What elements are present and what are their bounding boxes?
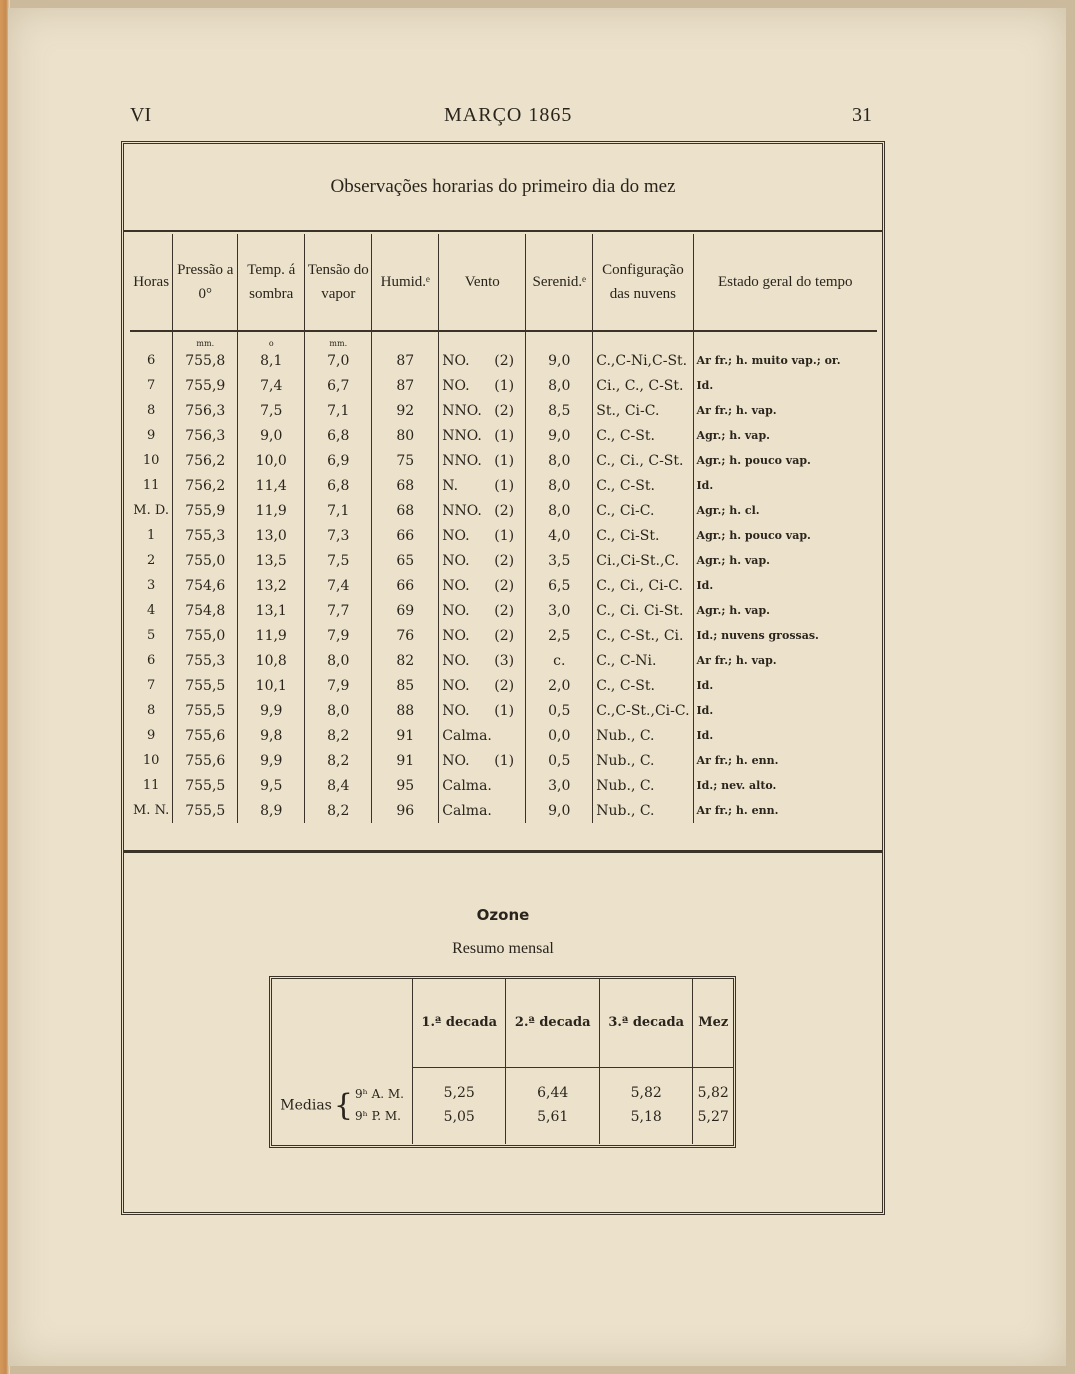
unit-pressao: mm.: [173, 331, 238, 348]
cell-serenid: 0,5: [526, 748, 593, 773]
cell-humid: 65: [372, 548, 439, 573]
cell-serenid: 8,0: [526, 448, 593, 473]
units-row: [130, 331, 877, 348]
cell-pressao: 756,3: [173, 398, 238, 423]
cell-temp: 13,1: [238, 598, 305, 623]
cell-humid: 91: [372, 723, 439, 748]
vento-direcao: N.: [442, 477, 459, 494]
cell-tensao: 7,3: [305, 523, 372, 548]
cell-estado: Id.: [693, 723, 877, 748]
cell-humid: 87: [372, 348, 439, 373]
cell-hora: M. D.: [133, 503, 169, 518]
cell-serenid: 3,0: [526, 773, 593, 798]
col-nuvens: Configuração das nuvens: [593, 234, 693, 331]
cell-temp: 9,5: [238, 773, 305, 798]
cell-temp: 8,9: [238, 798, 305, 823]
vento-forca: (1): [494, 427, 515, 444]
cell-nuvens: Nub., C.: [593, 723, 693, 748]
ozone-col-decada-1: 1.ª decada: [413, 979, 506, 1068]
cell-tensao: 8,0: [305, 698, 372, 723]
table-row: [130, 573, 877, 598]
cell-humid: 91: [372, 748, 439, 773]
cell-estado: Ar fr.; h. muito vap.; or.: [693, 348, 877, 373]
vento-direcao: Calma.: [442, 802, 492, 819]
medias-label: Medias: [280, 1097, 332, 1114]
vento-direcao: NO.: [442, 577, 470, 594]
vento-direcao: NO.: [442, 552, 470, 569]
ozone-medias-row: [272, 1068, 733, 1145]
cell-humid: 66: [372, 573, 439, 598]
vento-forca: (2): [494, 677, 515, 694]
col-vento: Vento: [439, 234, 526, 331]
table-row: [130, 373, 877, 398]
cell-serenid: 8,5: [526, 398, 593, 423]
cell-serenid: 9,0: [526, 348, 593, 373]
cell-vento: [439, 773, 526, 798]
cell-pressao: 755,6: [173, 723, 238, 748]
ozone-header-row: [272, 979, 733, 1068]
cell-humid: 69: [372, 598, 439, 623]
ozone-cell-3: 5,82 5,18: [599, 1068, 692, 1145]
cell-serenid: 3,5: [526, 548, 593, 573]
cell-vento: [439, 748, 526, 773]
cell-estado: Agr.; h. vap.: [693, 423, 877, 448]
cell-temp: 13,2: [238, 573, 305, 598]
cell-tensao: 6,8: [305, 423, 372, 448]
cell-hora: 5: [146, 628, 156, 643]
ozone-table-frame: [269, 976, 736, 1148]
cell-tensao: 7,4: [305, 573, 372, 598]
vento-forca: (1): [494, 527, 515, 544]
cell-pressao: 755,0: [173, 548, 238, 573]
cell-humid: 87: [372, 373, 439, 398]
cell-tensao: 6,7: [305, 373, 372, 398]
cell-nuvens: Nub., C.: [593, 798, 693, 823]
cell-vento: [439, 448, 526, 473]
cell-serenid: 3,0: [526, 598, 593, 623]
cell-serenid: 0,5: [526, 698, 593, 723]
cell-vento: [439, 523, 526, 548]
cell-humid: 68: [372, 498, 439, 523]
vento-forca: (2): [494, 577, 515, 594]
cell-tensao: 6,9: [305, 448, 372, 473]
ozone-cell-mez: 5,82 5,27: [693, 1068, 733, 1145]
cell-hora: 7: [146, 378, 156, 393]
cell-pressao: 755,5: [173, 698, 238, 723]
cell-serenid: 2,5: [526, 623, 593, 648]
vento-forca: (3): [494, 652, 515, 669]
cell-hora: 6: [146, 353, 156, 368]
cell-pressao: 754,6: [173, 573, 238, 598]
cell-temp: 9,0: [238, 423, 305, 448]
cell-humid: 88: [372, 698, 439, 723]
cell-pressao: 755,8: [173, 348, 238, 373]
vento-direcao: NO.: [442, 677, 470, 694]
cell-hora: M. N.: [133, 803, 170, 818]
cell-nuvens: C.,C-Ni,C-St.: [593, 348, 693, 373]
vento-direcao: NNO.: [442, 402, 482, 419]
cell-vento: [439, 548, 526, 573]
cell-estado: Id.: [693, 573, 877, 598]
cell-tensao: 7,9: [305, 673, 372, 698]
running-title: MARÇO 1865: [444, 104, 573, 126]
cell-tensao: 8,0: [305, 648, 372, 673]
cell-pressao: 755,3: [173, 523, 238, 548]
col-horas: Horas: [130, 234, 173, 331]
cell-vento: [439, 698, 526, 723]
column-header-row: [130, 234, 877, 331]
ozone-col-mez: Mez: [693, 979, 733, 1068]
cell-temp: 10,0: [238, 448, 305, 473]
cell-vento: [439, 723, 526, 748]
vento-direcao: NNO.: [442, 452, 482, 469]
cell-tensao: 8,2: [305, 798, 372, 823]
page-number: 31: [852, 104, 872, 126]
cell-nuvens: Ci., C., C-St.: [593, 373, 693, 398]
table-row: [130, 498, 877, 523]
cell-serenid: 2,0: [526, 673, 593, 698]
time-am: 9ʰ A. M.: [354, 1087, 404, 1102]
cell-humid: 95: [372, 773, 439, 798]
unit-tensao: mm.: [305, 331, 372, 348]
cell-temp: 10,1: [238, 673, 305, 698]
vento-direcao: NO.: [442, 652, 470, 669]
table-row: [130, 598, 877, 623]
cell-tensao: 7,1: [305, 498, 372, 523]
cell-nuvens: C., Ci-C.: [593, 498, 693, 523]
vento-forca: (1): [494, 702, 515, 719]
ozone-subtitle: Resumo mensal: [452, 940, 554, 957]
cell-hora: 1: [146, 528, 156, 543]
cell-hora: 11: [142, 778, 160, 793]
cell-serenid: 9,0: [526, 798, 593, 823]
table-title: Observações horarias do primeiro dia do mez: [124, 144, 882, 232]
cell-tensao: 7,5: [305, 548, 372, 573]
cell-nuvens: C., C-St.: [593, 673, 693, 698]
vento-direcao: NO.: [442, 377, 470, 394]
ozone-col-decada-3: 3.ª decada: [599, 979, 692, 1068]
table-row: [130, 648, 877, 673]
cell-pressao: 755,6: [173, 748, 238, 773]
cell-temp: 7,4: [238, 373, 305, 398]
ozone-table: [272, 979, 733, 1144]
cell-estado: Ar fr.; h. vap.: [693, 398, 877, 423]
cell-nuvens: Nub., C.: [593, 748, 693, 773]
cell-tensao: 7,1: [305, 398, 372, 423]
cell-hora: 7: [146, 678, 156, 693]
table-row: [130, 423, 877, 448]
cell-serenid: 6,5: [526, 573, 593, 598]
vento-direcao: Calma.: [442, 727, 492, 744]
cell-tensao: 6,8: [305, 473, 372, 498]
cell-tensao: 8,2: [305, 723, 372, 748]
cell-temp: 8,1: [238, 348, 305, 373]
cell-temp: 11,9: [238, 623, 305, 648]
cell-estado: Agr.; h. vap.: [693, 548, 877, 573]
cell-temp: 11,9: [238, 498, 305, 523]
cell-temp: 11,4: [238, 473, 305, 498]
cell-vento: [439, 423, 526, 448]
table-row: [130, 473, 877, 498]
col-estado: Estado geral do tempo: [693, 234, 877, 331]
cell-nuvens: C., Ci. Ci-St.: [593, 598, 693, 623]
ozone-cell-1: 5,25 5,05: [413, 1068, 506, 1145]
cell-vento: [439, 348, 526, 373]
cell-humid: 66: [372, 523, 439, 548]
cell-serenid: 0,0: [526, 723, 593, 748]
cell-tensao: 7,9: [305, 623, 372, 648]
cell-vento: [439, 573, 526, 598]
vento-forca: (2): [494, 402, 515, 419]
cell-tensao: 7,7: [305, 598, 372, 623]
cell-temp: 7,5: [238, 398, 305, 423]
table-row: [130, 773, 877, 798]
cell-nuvens: C., Ci., Ci-C.: [593, 573, 693, 598]
unit-temp: o: [238, 331, 305, 348]
observations-table: [130, 234, 877, 823]
cell-nuvens: St., Ci-C.: [593, 398, 693, 423]
cell-estado: Agr.; h. pouco vap.: [693, 523, 877, 548]
vento-direcao: NO.: [442, 352, 470, 369]
vento-forca: (2): [494, 552, 515, 569]
cell-vento: [439, 373, 526, 398]
table-row: [130, 623, 877, 648]
cell-pressao: 755,9: [173, 498, 238, 523]
cell-humid: 92: [372, 398, 439, 423]
cell-hora: 9: [146, 728, 156, 743]
col-pressao: Pressão a 0°: [173, 234, 238, 331]
section-divider: [124, 850, 882, 853]
cell-temp: 9,8: [238, 723, 305, 748]
cell-pressao: 755,9: [173, 373, 238, 398]
vento-direcao: NO.: [442, 627, 470, 644]
cell-humid: 85: [372, 673, 439, 698]
vento-forca: (1): [494, 452, 515, 469]
ozone-title: Ozone: [476, 906, 530, 924]
cell-hora: 10: [142, 453, 160, 468]
table-row: [130, 798, 877, 823]
vento-forca: (2): [494, 627, 515, 644]
cell-estado: Ar fr.; h. enn.: [693, 748, 877, 773]
cell-serenid: c.: [526, 648, 593, 673]
cell-hora: 2: [146, 553, 156, 568]
cell-estado: Id.; nev. alto.: [693, 773, 877, 798]
cell-vento: [439, 648, 526, 673]
cell-nuvens: C., C-St.: [593, 473, 693, 498]
table-row: [130, 748, 877, 773]
table-row: [130, 398, 877, 423]
cell-pressao: 755,0: [173, 623, 238, 648]
cell-temp: 10,8: [238, 648, 305, 673]
cell-estado: Ar fr.; h. enn.: [693, 798, 877, 823]
cell-estado: Agr.; h. cl.: [693, 498, 877, 523]
cell-hora: 3: [146, 578, 156, 593]
cell-vento: [439, 673, 526, 698]
time-pm: 9ʰ P. M.: [354, 1108, 401, 1123]
cell-pressao: 755,5: [173, 773, 238, 798]
table-row: [130, 448, 877, 473]
cell-temp: 9,9: [238, 748, 305, 773]
vento-direcao: NNO.: [442, 502, 482, 519]
vento-forca: (2): [494, 352, 515, 369]
cell-estado: Agr.; h. vap.: [693, 598, 877, 623]
cell-nuvens: C., C-St., Ci.: [593, 623, 693, 648]
cell-estado: Id.: [693, 698, 877, 723]
cell-hora: 8: [146, 403, 156, 418]
cell-pressao: 754,8: [173, 598, 238, 623]
cell-humid: 75: [372, 448, 439, 473]
cell-estado: Id.: [693, 673, 877, 698]
vento-forca: (2): [494, 602, 515, 619]
cell-humid: 68: [372, 473, 439, 498]
vento-forca: (1): [494, 477, 515, 494]
table-row: [130, 348, 877, 373]
brace-icon: {: [333, 1087, 353, 1123]
cell-temp: 13,5: [238, 548, 305, 573]
cell-estado: Id.: [693, 373, 877, 398]
cell-vento: [439, 623, 526, 648]
cell-serenid: 8,0: [526, 473, 593, 498]
col-humid: Humid.ᵉ: [372, 234, 439, 331]
page-header: [8, 104, 1066, 134]
cell-hora: 9: [146, 428, 156, 443]
cell-estado: Agr.; h. pouco vap.: [693, 448, 877, 473]
cell-humid: 96: [372, 798, 439, 823]
cell-tensao: 8,2: [305, 748, 372, 773]
vento-direcao: NO.: [442, 752, 470, 769]
vento-direcao: NO.: [442, 527, 470, 544]
vento-forca: (2): [494, 502, 515, 519]
table-row: [130, 698, 877, 723]
section-number: VI: [130, 104, 152, 126]
cell-serenid: 4,0: [526, 523, 593, 548]
cell-pressao: 756,2: [173, 448, 238, 473]
cell-pressao: 755,5: [173, 673, 238, 698]
vento-direcao: NNO.: [442, 427, 482, 444]
cell-pressao: 755,5: [173, 798, 238, 823]
col-serenid: Serenid.ᵉ: [526, 234, 593, 331]
cell-tensao: 8,4: [305, 773, 372, 798]
cell-humid: 80: [372, 423, 439, 448]
cell-pressao: 755,3: [173, 648, 238, 673]
cell-vento: [439, 398, 526, 423]
cell-estado: Ar fr.; h. vap.: [693, 648, 877, 673]
cell-vento: [439, 473, 526, 498]
cell-nuvens: C., C-Ni.: [593, 648, 693, 673]
cell-vento: [439, 598, 526, 623]
cell-pressao: 756,2: [173, 473, 238, 498]
col-tensao: Tensão do vapor: [305, 234, 372, 331]
cell-pressao: 756,3: [173, 423, 238, 448]
cell-hora: 8: [146, 703, 156, 718]
col-temp: Temp. á sombra: [238, 234, 305, 331]
ozone-cell-2: 6,44 5,61: [506, 1068, 599, 1145]
cell-nuvens: C., Ci., C-St.: [593, 448, 693, 473]
cell-nuvens: Nub., C.: [593, 773, 693, 798]
ozone-col-decada-2: 2.ª decada: [506, 979, 599, 1068]
page: [8, 8, 1066, 1366]
ozone-row-label: [272, 1068, 413, 1145]
cell-estado: Id.: [693, 473, 877, 498]
table-row: [130, 673, 877, 698]
vento-direcao: NO.: [442, 702, 470, 719]
vento-forca: (1): [494, 752, 515, 769]
vento-direcao: NO.: [442, 602, 470, 619]
observations-body: [130, 331, 877, 823]
cell-temp: 13,0: [238, 523, 305, 548]
cell-hora: 6: [146, 653, 156, 668]
cell-humid: 82: [372, 648, 439, 673]
vento-forca: (1): [494, 377, 515, 394]
cell-nuvens: C., Ci-St.: [593, 523, 693, 548]
table-row: [130, 723, 877, 748]
table-row: [130, 523, 877, 548]
table-frame: [121, 141, 885, 1215]
vento-direcao: Calma.: [442, 777, 492, 794]
cell-humid: 76: [372, 623, 439, 648]
cell-nuvens: C., C-St.: [593, 423, 693, 448]
cell-hora: 11: [142, 478, 160, 493]
cell-hora: 10: [142, 753, 160, 768]
cell-temp: 9,9: [238, 698, 305, 723]
cell-serenid: 8,0: [526, 373, 593, 398]
cell-serenid: 9,0: [526, 423, 593, 448]
cell-hora: 4: [146, 603, 156, 618]
cell-estado: Id.; nuvens grossas.: [693, 623, 877, 648]
cell-vento: [439, 798, 526, 823]
table-row: [130, 548, 877, 573]
cell-tensao: 7,0: [305, 348, 372, 373]
cell-serenid: 8,0: [526, 498, 593, 523]
cell-nuvens: Ci.,Ci-St.,C.: [593, 548, 693, 573]
cell-vento: [439, 498, 526, 523]
cell-nuvens: C.,C-St.,Ci-C.: [593, 698, 693, 723]
